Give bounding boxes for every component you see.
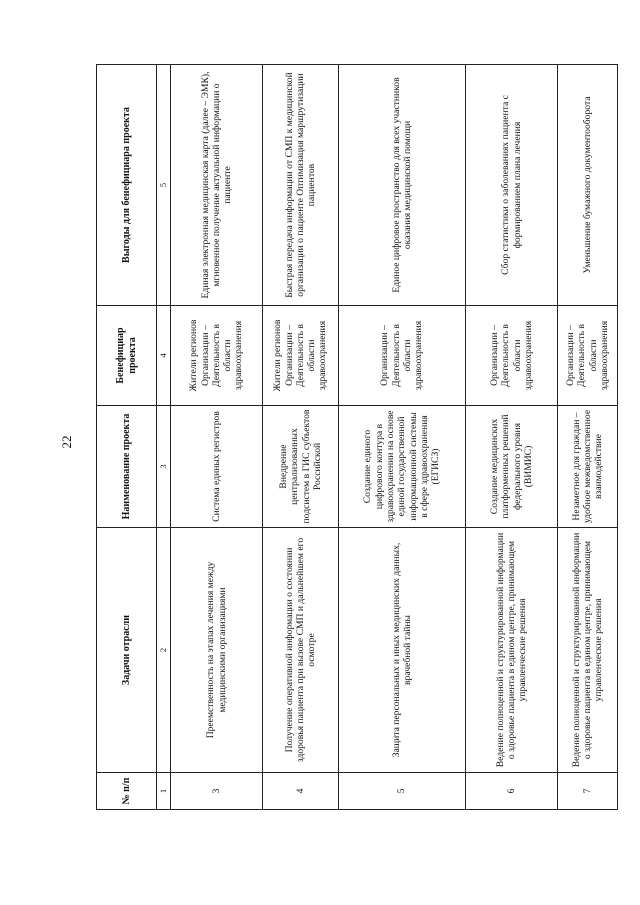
table-row <box>171 65 263 810</box>
row-number: 6 <box>466 773 558 810</box>
benefit-cell: Уменьшение бумажного документооборота <box>558 65 618 306</box>
project-cell: Незаметное для граждан – удобное межведомственное взаимодействие <box>558 406 618 528</box>
row-number: 7 <box>558 773 618 810</box>
header-task: Задачи отрасли <box>97 528 157 773</box>
header-beneficiary: Бенефициар проекта <box>97 306 157 406</box>
beneficiary-cell: Жители регионов Организации – Деятельность в области здравоохранения <box>171 306 263 406</box>
table-row <box>558 65 618 810</box>
project-cell: Создание медицинских платформенных решений федерального уровня (ВИМИС) <box>466 406 558 528</box>
row-number: 5 <box>339 773 466 810</box>
benefit-cell: Сбор статистики о заболеваниях пациента с формированием плана лечения <box>466 65 558 306</box>
project-cell: Система единых регистров <box>171 406 263 528</box>
task-cell: Преемственность на этапах лечения между медицинскими организациями <box>171 528 263 773</box>
table-row <box>263 65 339 810</box>
table-row <box>339 65 466 810</box>
task-cell: Получение оперативной информации о состоянии здоровья пациента при вызове СМП и дальнейшем его осмотре <box>263 528 339 773</box>
column-number: 5 <box>157 65 171 306</box>
column-number: 4 <box>157 306 171 406</box>
projects-table <box>96 64 618 810</box>
task-cell: Защита персональных и иных медицинских данных, врачебной тайны <box>339 528 466 773</box>
header-project: Наименование проекта <box>97 406 157 528</box>
header-benefit: Выгоды для бенефициара проекта <box>97 65 157 306</box>
header-num: № п/п <box>97 773 157 810</box>
row-number: 4 <box>263 773 339 810</box>
project-cell: Создание единого цифрового контура в здравоохранении на основе единой государственной информационной системы в сфере здравоохранения (ЕГИСЗ) <box>339 406 466 528</box>
beneficiary-cell: Организации – Деятельность в области здравоохранения <box>558 306 618 406</box>
benefit-cell: Быстрая передача информации от СМП к медицинской организации о пациенте Оптимизация маршрутизации пациентов <box>263 65 339 306</box>
rotated-table-container <box>96 65 617 810</box>
project-cell: Внедрение централизованных подсистем в ГИС субъектов Российской <box>263 406 339 528</box>
table-header-row <box>97 65 157 810</box>
column-number: 3 <box>157 406 171 528</box>
column-number: 2 <box>157 528 171 773</box>
page-number: 22 <box>59 435 74 449</box>
beneficiary-cell: Организации – Деятельность в области здравоохранения <box>466 306 558 406</box>
benefit-cell: Единое цифровое пространство для всех участников оказания медицинской помощи <box>339 65 466 306</box>
task-cell: Ведение полноценной и структурированной информации о здоровье пациента в едином центре, принимающем управленческие решения <box>466 528 558 773</box>
benefit-cell: Единая электронная медицинская карта (далее – ЭМК), мгновенное получение актуальной информации о пациенте <box>171 65 263 306</box>
beneficiary-cell: Организации – Деятельность в области здравоохранения <box>339 306 466 406</box>
row-number: 3 <box>171 773 263 810</box>
table-row <box>466 65 558 810</box>
column-number-row <box>157 65 171 810</box>
task-cell: Ведение полноценной и структурированной информации о здоровье пациента в едином центре, принимающем управленческие решения <box>558 528 618 773</box>
beneficiary-cell: Жители регионов Организации – Деятельность в области здравоохранения <box>263 306 339 406</box>
column-number: 1 <box>157 773 171 810</box>
